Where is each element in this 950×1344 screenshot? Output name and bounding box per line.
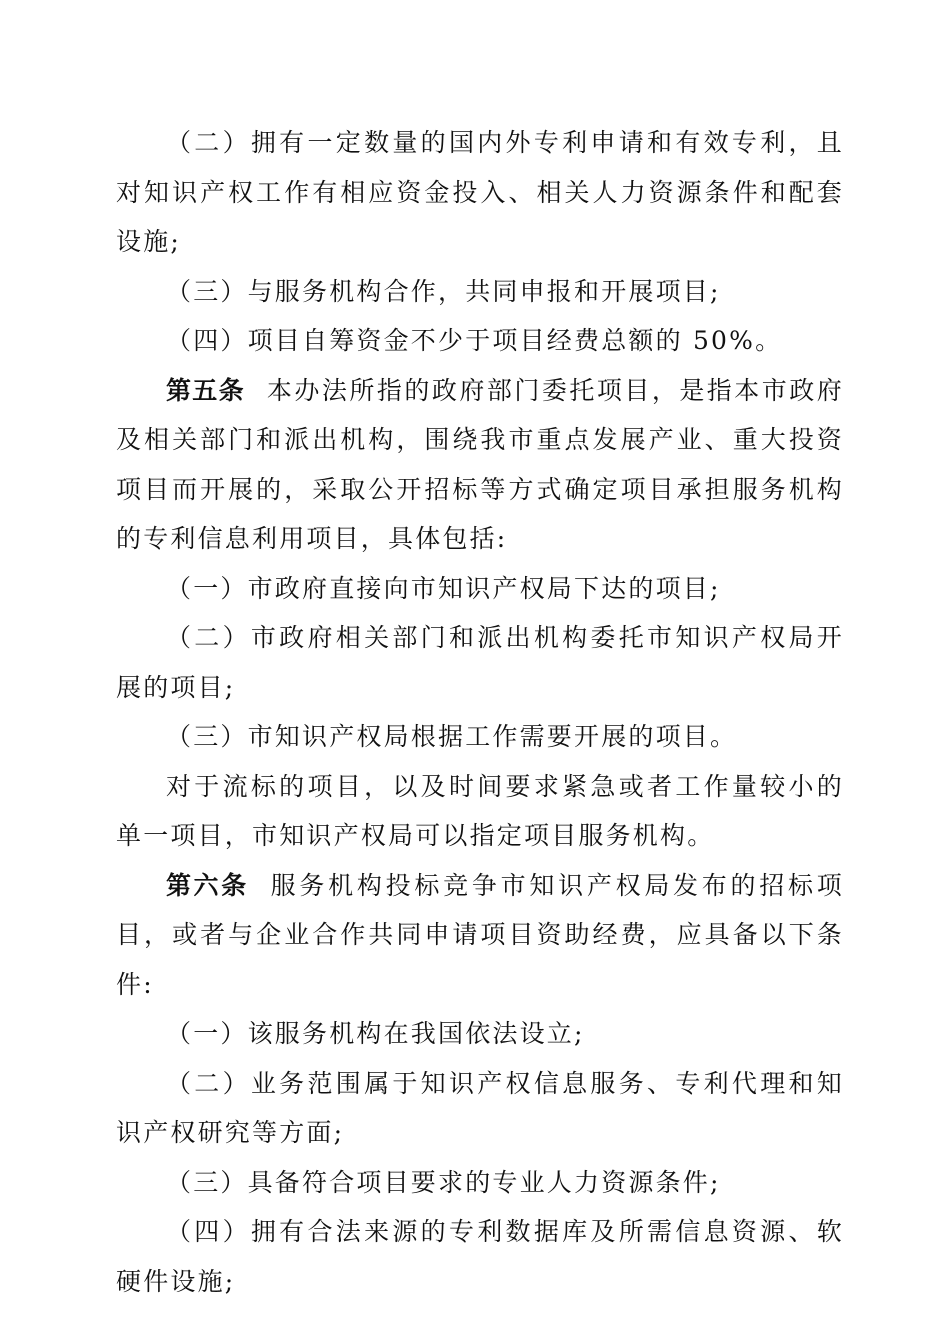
article-5 bbox=[116, 366, 844, 564]
paragraph-text: （三）具备符合项目要求的专业人力资源条件; bbox=[166, 1167, 721, 1197]
paragraph-item-3 bbox=[116, 1158, 844, 1208]
paragraph-text: （四）项目自筹资金不少于项目经费总额的 50%。 bbox=[166, 326, 783, 355]
article-heading: 第五条 bbox=[166, 375, 245, 405]
paragraph-item-3 bbox=[116, 712, 844, 762]
paragraph-item-3 bbox=[116, 267, 844, 317]
paragraph-text: 服务机构投标竞争市知识产权局发布的招标项目，或者与企业合作共同申请项目资助经费，应具备以下条件: bbox=[116, 870, 844, 999]
paragraph-item-1 bbox=[116, 1009, 844, 1059]
paragraph-text: （二）业务范围属于知识产权信息服务、专利代理和知识产权研究等方面; bbox=[116, 1068, 844, 1147]
paragraph-text: （二）拥有一定数量的国内外专利申请和有效专利，且对知识产权工作有相应资金投入、相关人力资源条件和配套设施; bbox=[116, 128, 844, 256]
paragraph-note bbox=[116, 762, 844, 861]
paragraph-text: 对于流标的项目，以及时间要求紧急或者工作量较小的单一项目，市知识产权局可以指定项目服务机构。 bbox=[116, 771, 844, 850]
paragraph-text: （一）该服务机构在我国依法设立; bbox=[166, 1019, 585, 1048]
article-6 bbox=[116, 861, 844, 1010]
paragraph-item-1 bbox=[116, 564, 844, 614]
paragraph-text: 本办法所指的政府部门委托项目，是指本市政府及相关部门和派出机构，围绕我市重点发展产业、重大投资项目而开展的，采取公开招标等方式确定项目承担服务机构的专利信息利用项目，具体包括: bbox=[116, 375, 844, 553]
paragraph-text: （三）与服务机构合作，共同申报和开展项目; bbox=[166, 276, 721, 306]
article-heading: 第六条 bbox=[166, 870, 249, 900]
paragraph-text: （一）市政府直接向市知识产权局下达的项目; bbox=[166, 573, 721, 603]
paragraph-text: （二）市政府相关部门和派出机构委托市知识产权局开展的项目; bbox=[116, 623, 844, 702]
paragraph-item-2 bbox=[116, 118, 844, 267]
paragraph-text: （三）市知识产权局根据工作需要开展的项目。 bbox=[166, 722, 738, 751]
document-body bbox=[116, 118, 844, 1306]
paragraph-item-4 bbox=[116, 316, 844, 366]
paragraph-text: （四）拥有合法来源的专利数据库及所需信息资源、软硬件设施; bbox=[116, 1217, 844, 1296]
paragraph-item-2 bbox=[116, 613, 844, 712]
paragraph-item-2 bbox=[116, 1059, 844, 1158]
paragraph-item-4 bbox=[116, 1207, 844, 1306]
